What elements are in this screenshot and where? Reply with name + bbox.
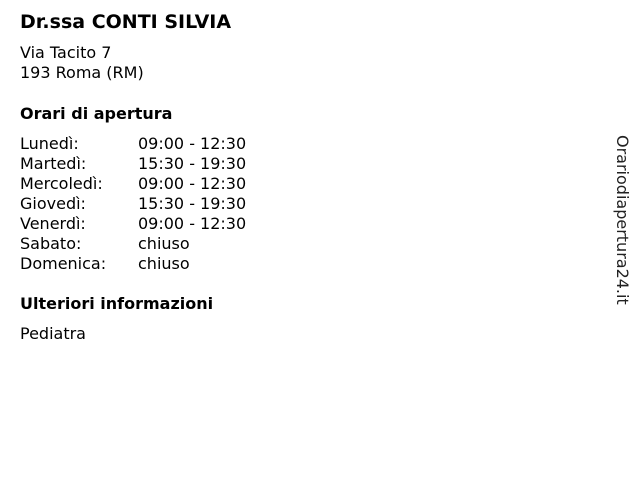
day-hours: chiuso bbox=[138, 254, 190, 273]
hours-row bbox=[20, 134, 246, 154]
day-label: Mercoledì: bbox=[20, 174, 103, 193]
day-label: Sabato: bbox=[20, 234, 82, 253]
additional-info-text: Pediatra bbox=[20, 324, 86, 343]
day-label: Giovedì: bbox=[20, 194, 86, 213]
address-block bbox=[20, 43, 144, 83]
day-hours: 09:00 - 12:30 bbox=[138, 174, 247, 193]
day-label: Lunedì: bbox=[20, 134, 79, 153]
hours-row bbox=[20, 234, 246, 254]
day-hours: 09:00 - 12:30 bbox=[138, 134, 247, 153]
day-label: Domenica: bbox=[20, 254, 107, 273]
hours-row bbox=[20, 194, 246, 214]
day-hours: chiuso bbox=[138, 234, 190, 253]
watermark-text: Orariodiapertura24.it bbox=[613, 135, 632, 305]
additional-info-heading: Ulteriori informazioni bbox=[20, 294, 214, 313]
day-hours: 09:00 - 12:30 bbox=[138, 214, 247, 233]
hours-row bbox=[20, 254, 246, 274]
address-street: Via Tacito 7 bbox=[20, 43, 112, 62]
day-label: Venerdì: bbox=[20, 214, 86, 233]
opening-hours-heading: Orari di apertura bbox=[20, 104, 173, 123]
opening-hours-table bbox=[20, 134, 246, 274]
day-hours: 15:30 - 19:30 bbox=[138, 154, 247, 173]
hours-row bbox=[20, 174, 246, 194]
hours-row bbox=[20, 214, 246, 234]
hours-row bbox=[20, 154, 246, 174]
address-city: 193 Roma (RM) bbox=[20, 63, 144, 82]
day-label: Martedì: bbox=[20, 154, 87, 173]
day-hours: 15:30 - 19:30 bbox=[138, 194, 247, 213]
doctor-name: Dr.ssa CONTI SILVIA bbox=[20, 11, 232, 33]
